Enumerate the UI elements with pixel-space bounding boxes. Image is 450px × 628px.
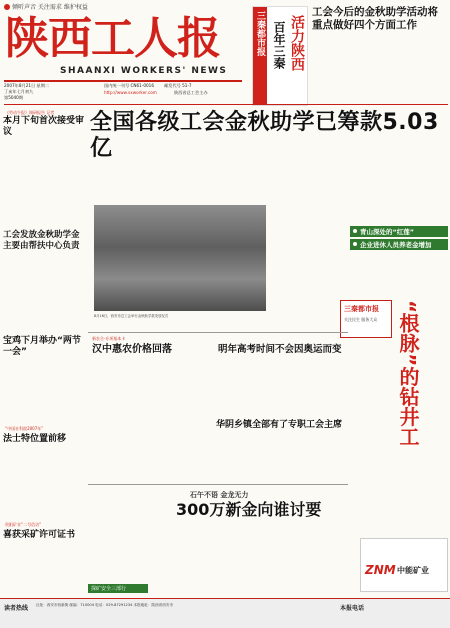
- top-right-headline: 工会今后的金秋助学活动将重点做好四个方面工作: [312, 6, 438, 31]
- bottom-subtag-label: 探矿安全三部行: [91, 586, 127, 592]
- bottom-subtag: [88, 584, 148, 593]
- bottom-body: [88, 522, 388, 592]
- publisher: 陕西省总工会主办: [174, 90, 208, 95]
- top-slogan-bar: [4, 3, 234, 12]
- masthead-title: 陕西工人报: [5, 13, 220, 64]
- left-tag: 《劳动午报》调研报告 记者: [5, 110, 55, 115]
- slogan-icon: [4, 4, 10, 10]
- bottom-ad-label: 本报电话: [340, 605, 365, 612]
- left-headline-5: 喜获采矿许可证书: [3, 530, 76, 540]
- ad-brand: 三秦都市报: [255, 11, 265, 56]
- ad-logo: ZNM: [365, 563, 396, 577]
- top-slogan: 倾听声音 关注需求 维护权益: [12, 4, 88, 11]
- right-body-2: [424, 300, 448, 460]
- mid-tag: 新农合·专项基本卡: [92, 336, 126, 341]
- mid-headline-3: 华阴乡镇全部有了专职工会主席: [216, 420, 343, 430]
- issue-number: 第5040期: [4, 95, 24, 100]
- left-headline-4: 法士特位置前移: [3, 434, 67, 444]
- masthead-ad: [252, 6, 308, 106]
- website[interactable]: http://www.sxworker.com: [104, 90, 157, 95]
- right-item-1-label: 青山深处的“红莲”: [360, 228, 415, 236]
- bottom-headline: 300万新金向谁讨要: [176, 500, 322, 519]
- right-item-1-bullet-icon: [353, 229, 357, 233]
- masthead-info: [4, 83, 242, 103]
- bottom-strip: [0, 598, 450, 628]
- masthead-rule: [4, 80, 242, 82]
- cn-code: 国内统一刊号 CN61-0016: [104, 83, 155, 88]
- ad-brand-name: 中能矿业: [397, 566, 429, 575]
- main-rule: [4, 104, 448, 105]
- ad-badge: 百年三秦: [272, 21, 286, 69]
- right-big-title: “根脉”的钻井工: [396, 300, 420, 460]
- main-body-2: [364, 140, 448, 210]
- ad-sub: 活力陕西: [289, 15, 305, 71]
- left-body-2: [3, 254, 85, 334]
- mid-body-2: [216, 360, 348, 416]
- main-headline: 全国各级工会金秋助学已筹款5.03亿: [90, 110, 439, 161]
- bottom-info: 社址：西安市西新街 邮编：710004 电话：029-87291234 本报地址：陕西省西安市: [36, 603, 174, 607]
- main-photo-caption: 8月16日，西安市总工会举行金秋助学款发放仪式: [94, 314, 169, 318]
- promo-sub: 关注民生 服务大众: [344, 317, 378, 322]
- left-body-1: [3, 128, 85, 224]
- mid-body-1: [88, 360, 212, 480]
- left-body-3: [3, 350, 85, 420]
- left-body-4: [3, 448, 85, 518]
- masthead-english: SHAANXI WORKERS' NEWS: [60, 66, 228, 76]
- postal-code: 邮发代号 51-7: [164, 83, 192, 88]
- left-headline-2: 工会发放金秋助学金主要由帮扶中心负责: [3, 230, 80, 251]
- right-item-2: [350, 239, 448, 250]
- lunar-date: 丁亥年七月初九: [4, 89, 34, 94]
- bottom-label: 读者热线: [4, 605, 29, 612]
- left-headline-1: 本月下旬首次接受审议: [3, 116, 85, 137]
- left-body-5: [3, 544, 85, 598]
- left-column: [3, 108, 85, 598]
- right-item-2-label: 企业进休人员养老金增加: [360, 241, 432, 249]
- main-photo: [94, 205, 266, 311]
- right-item-1: [350, 226, 448, 237]
- right-item-2-bullet-icon: [353, 242, 357, 246]
- date-line: 2007年8月21日 星期二: [4, 83, 50, 88]
- promo-brand: 三秦都市报: [344, 305, 379, 313]
- mid-body-3: [216, 434, 348, 480]
- mid-headline-2: 明年高考时间不会因奥运而变: [218, 344, 342, 355]
- mid-headline-1: 汉中惠农价格回落: [92, 344, 172, 355]
- bottom-rule: [88, 484, 348, 485]
- left-tag-5: 贵阳矿业“二号信访”: [5, 522, 42, 527]
- mid-rule: [88, 332, 348, 333]
- left-tag-4: “中国社科院2007年”: [5, 426, 44, 431]
- left-headline-3: 宝鸡下月举办“两节一会”: [3, 336, 81, 357]
- bottom-tag: 石午不语 金龙无力: [190, 491, 249, 499]
- bottom-right-ad: [360, 538, 448, 592]
